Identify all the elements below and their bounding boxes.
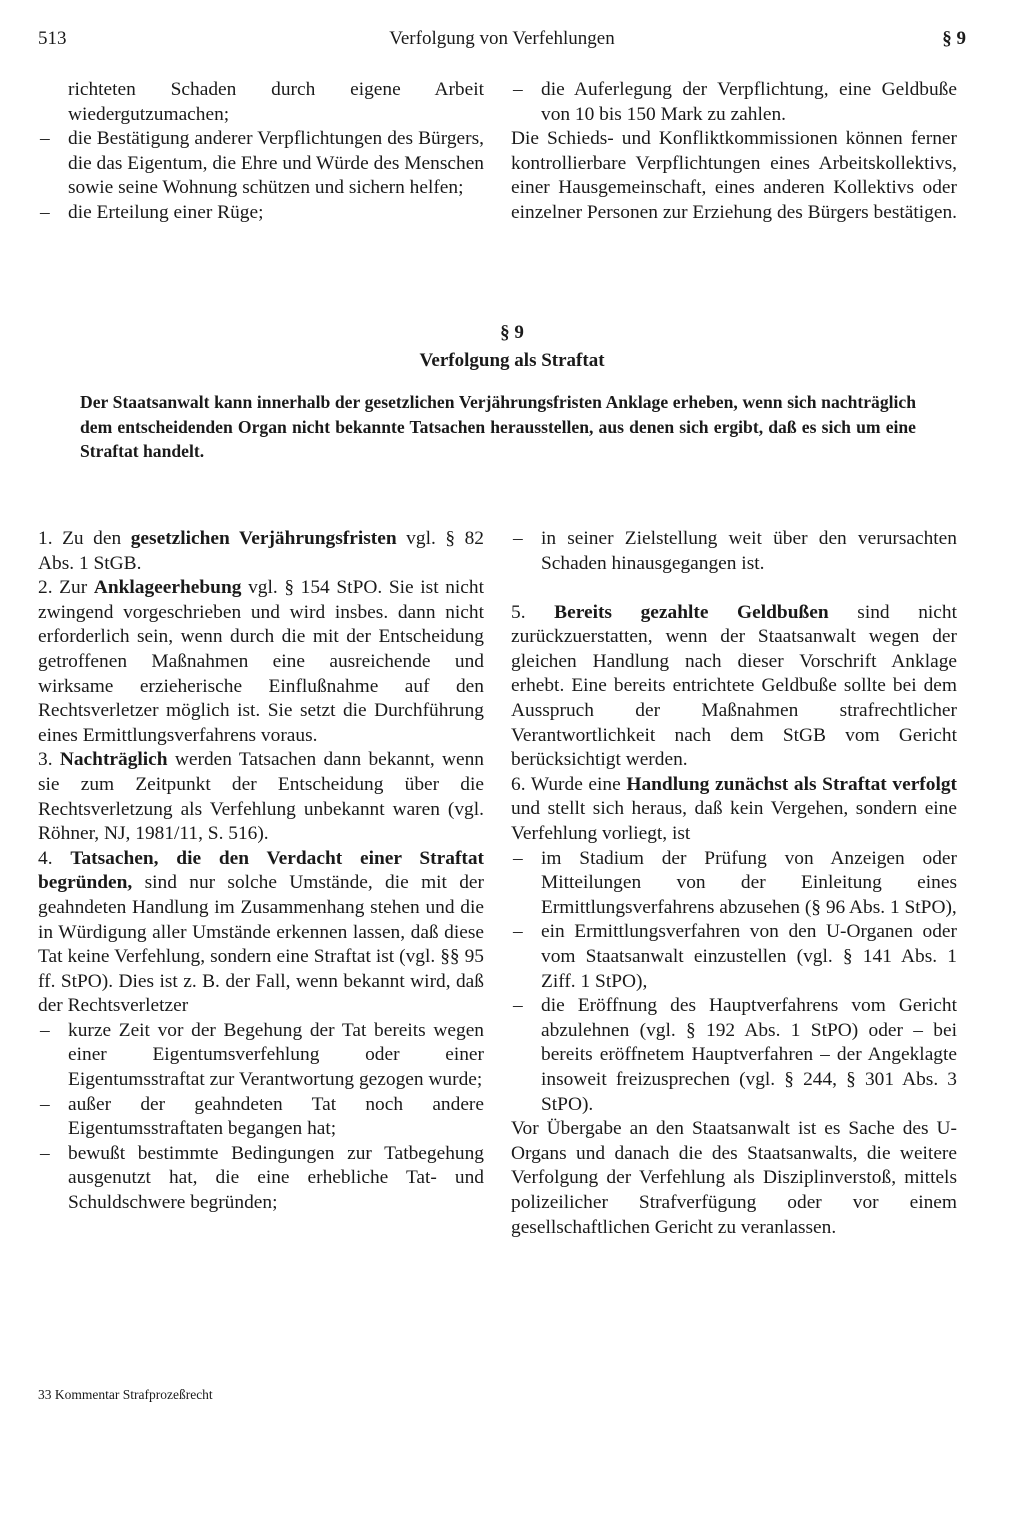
note-keyword: Bereits gezahlte Geldbußen xyxy=(554,601,829,623)
list-item: – in seiner Zielstellung weit über den verursachten Schaden hinausgegangen ist. xyxy=(511,527,957,576)
note-text: sind nur solche Umstände, die mit der geahndeten Handlung im Zusammenhang stehen und die in Würdigung aller Umstände erkennen lassen, daß diese Tat keine Verfehlung, sondern eine Straftat ist (vgl. §§ 95 ff. StPO). Dies ist z. B. der Fall, wenn bekannt wird, daß der Rechtsverletzer xyxy=(38,872,484,1017)
paragraph: Die Schieds- und Konfliktkommissionen können ferner kontrollierbare Verpflichtungen eines Arbeitskollektivs, einer Hausgemeinschaft, eines anderen Kollektivs oder einzelner Personen zur Erziehung des Bürgers bestätigen. xyxy=(511,128,958,223)
section-number: § 9 xyxy=(500,322,524,343)
note-keyword: Anklageerhebung xyxy=(93,577,242,599)
note-4-list xyxy=(38,1019,484,1216)
note-text: vgl. § 82 Abs. 1 StGB. xyxy=(38,528,484,574)
note-text: werden Tatsachen dann bekannt, wenn sie zum Zeitpunkt der Entscheidung über die Rechtsverletzung als Verfehlung unbekannt waren (vgl. Röhner, NJ, 1981/11, S. 516). xyxy=(38,749,484,845)
list-item: – ein Ermittlungsverfahren von den U-Organen oder vom Staatsanwalt einzustellen (vgl. § 141 Abs. 1 Ziff. 1 StPO), xyxy=(511,920,957,994)
top-right-list xyxy=(511,78,957,127)
note-6-list xyxy=(511,847,957,1118)
section-lead-text: Der Staatsanwalt kann innerhalb der gesetzlichen Verjährungsfristen Anklage erheben, wenn sich nachträglich dem entscheidenden Organ nicht bekannte Tatsachen herausstellen, aus denen sich ergibt, daß es sich um eine Straftat handelt. xyxy=(80,392,916,461)
top-right-column xyxy=(511,78,957,226)
top-left-list xyxy=(38,127,484,225)
note-lead: 3. xyxy=(38,749,60,771)
running-title: Verfolgung von Verfehlungen xyxy=(389,28,615,49)
note-lead: 4. xyxy=(38,847,71,869)
list-item: – die Eröffnung des Hauptverfahrens vom Gericht abzulehnen (vgl. § 192 Abs. 1 StPO) oder – bei bereits eröffnetem Hauptverfahren – der Angeklagte insoweit freizusprechen (vgl. § 244, § 301 Abs. 3 StPO). xyxy=(511,994,957,1117)
note-lead: 6. Wurde eine xyxy=(511,773,627,795)
note-5 xyxy=(511,601,957,773)
printer-signature: 33 Kommentar Strafprozeßrecht xyxy=(38,1387,213,1402)
note-keyword: Tatsachen, die den Verdacht einer Straftat begründen, xyxy=(38,847,485,894)
note-1 xyxy=(38,527,484,576)
note-2 xyxy=(38,576,484,748)
note-6 xyxy=(511,773,957,847)
section-mark: § 9 xyxy=(942,28,966,49)
notes-right-column xyxy=(511,527,957,1240)
paragraph: Vor Übergabe an den Staatsanwalt ist es Sache des U-Organs und danach die des Staatsanwalts, die weitere Verfolgung der Verfehlung als Disziplinverstoß, mittels polizeilicher Strafverfügung oder vor einem gesellschaftlichen Gericht zu veranlassen. xyxy=(511,1118,957,1238)
page-header xyxy=(38,28,966,58)
note-text: vgl. § 154 StPO. Sie ist nicht zwingend vorgeschrieben und wird insbes. dann nicht erforderlich sein, wenn durch die mit der Entscheidung getroffenen Maßnahmen eine ausreichende und wirksame erzieherische Einflußnahme auf den Rechtsverletzer möglich ist. Sie setzt die Durchführung eines Ermittlungsverfahrens voraus. xyxy=(38,577,484,746)
top-left-column xyxy=(38,78,484,226)
notes-left-column xyxy=(38,527,484,1216)
note-keyword: Handlung zunächst als Straftat verfolgt xyxy=(626,773,958,795)
section-title: Verfolgung als Straftat xyxy=(419,350,605,371)
note-3 xyxy=(38,748,484,846)
note-lead: 1. Zu den xyxy=(38,528,131,549)
list-item: – die Bestätigung anderer Verpflichtungen des Bürgers, die das Eigentum, die Ehre und Würde des Menschen sowie seine Wohnung schützen und sichern helfen; xyxy=(38,127,484,201)
note-4-list-continued xyxy=(511,527,957,576)
list-item: – kurze Zeit vor der Begehung der Tat bereits wegen einer Eigentumsverfehlung oder einer Eigentumsstraftat zur Verantwortung gezogen wurde; xyxy=(38,1019,484,1093)
list-item: – im Stadium der Prüfung von Anzeigen oder Mitteilungen von der Einleitung eines Ermittlungsverfahrens abzusehen (§ 96 Abs. 1 StPO), xyxy=(511,847,957,921)
note-keyword: Nachträglich xyxy=(59,749,168,771)
list-item: – die Auferlegung der Verpflichtung, eine Geldbuße von 10 bis 150 Mark zu zahlen. xyxy=(511,78,957,127)
note-text: sind nicht zurückzuerstatten, wenn der Staatsanwalt wegen der gleichen Handlung nach dieser Vorschrift Anklage erhebt. Eine bereits entrichtete Geldbuße sollte bei dem Ausspruch der Maßnahmen strafrechtlicher Verantwortlichkeit nach dem StGB vom Gericht berücksichtigt werden. xyxy=(511,601,957,771)
note-lead: 5. xyxy=(511,601,555,623)
note-text: und stellt sich heraus, daß kein Vergehen, sondern eine Verfehlung vorliegt, ist xyxy=(511,798,957,845)
list-item: – die Erteilung einer Rüge; xyxy=(38,201,484,226)
note-lead: 2. Zur xyxy=(38,577,94,599)
note-keyword: gesetzlichen Verjährungsfristen xyxy=(130,528,397,549)
continued-item-text: richteten Schaden durch eigene Arbeit wiedergutzumachen; xyxy=(68,79,484,125)
page-number: 513 xyxy=(38,28,67,49)
note-4 xyxy=(38,847,484,1019)
list-item: – bewußt bestimmte Bedingungen zur Tatbegehung ausgenutzt hat, die eine erhebliche Tat- und Schuldschwere begründen; xyxy=(38,1142,484,1216)
list-item: – außer der geahndeten Tat noch andere Eigentumsstraftaten begangen hat; xyxy=(38,1093,484,1142)
